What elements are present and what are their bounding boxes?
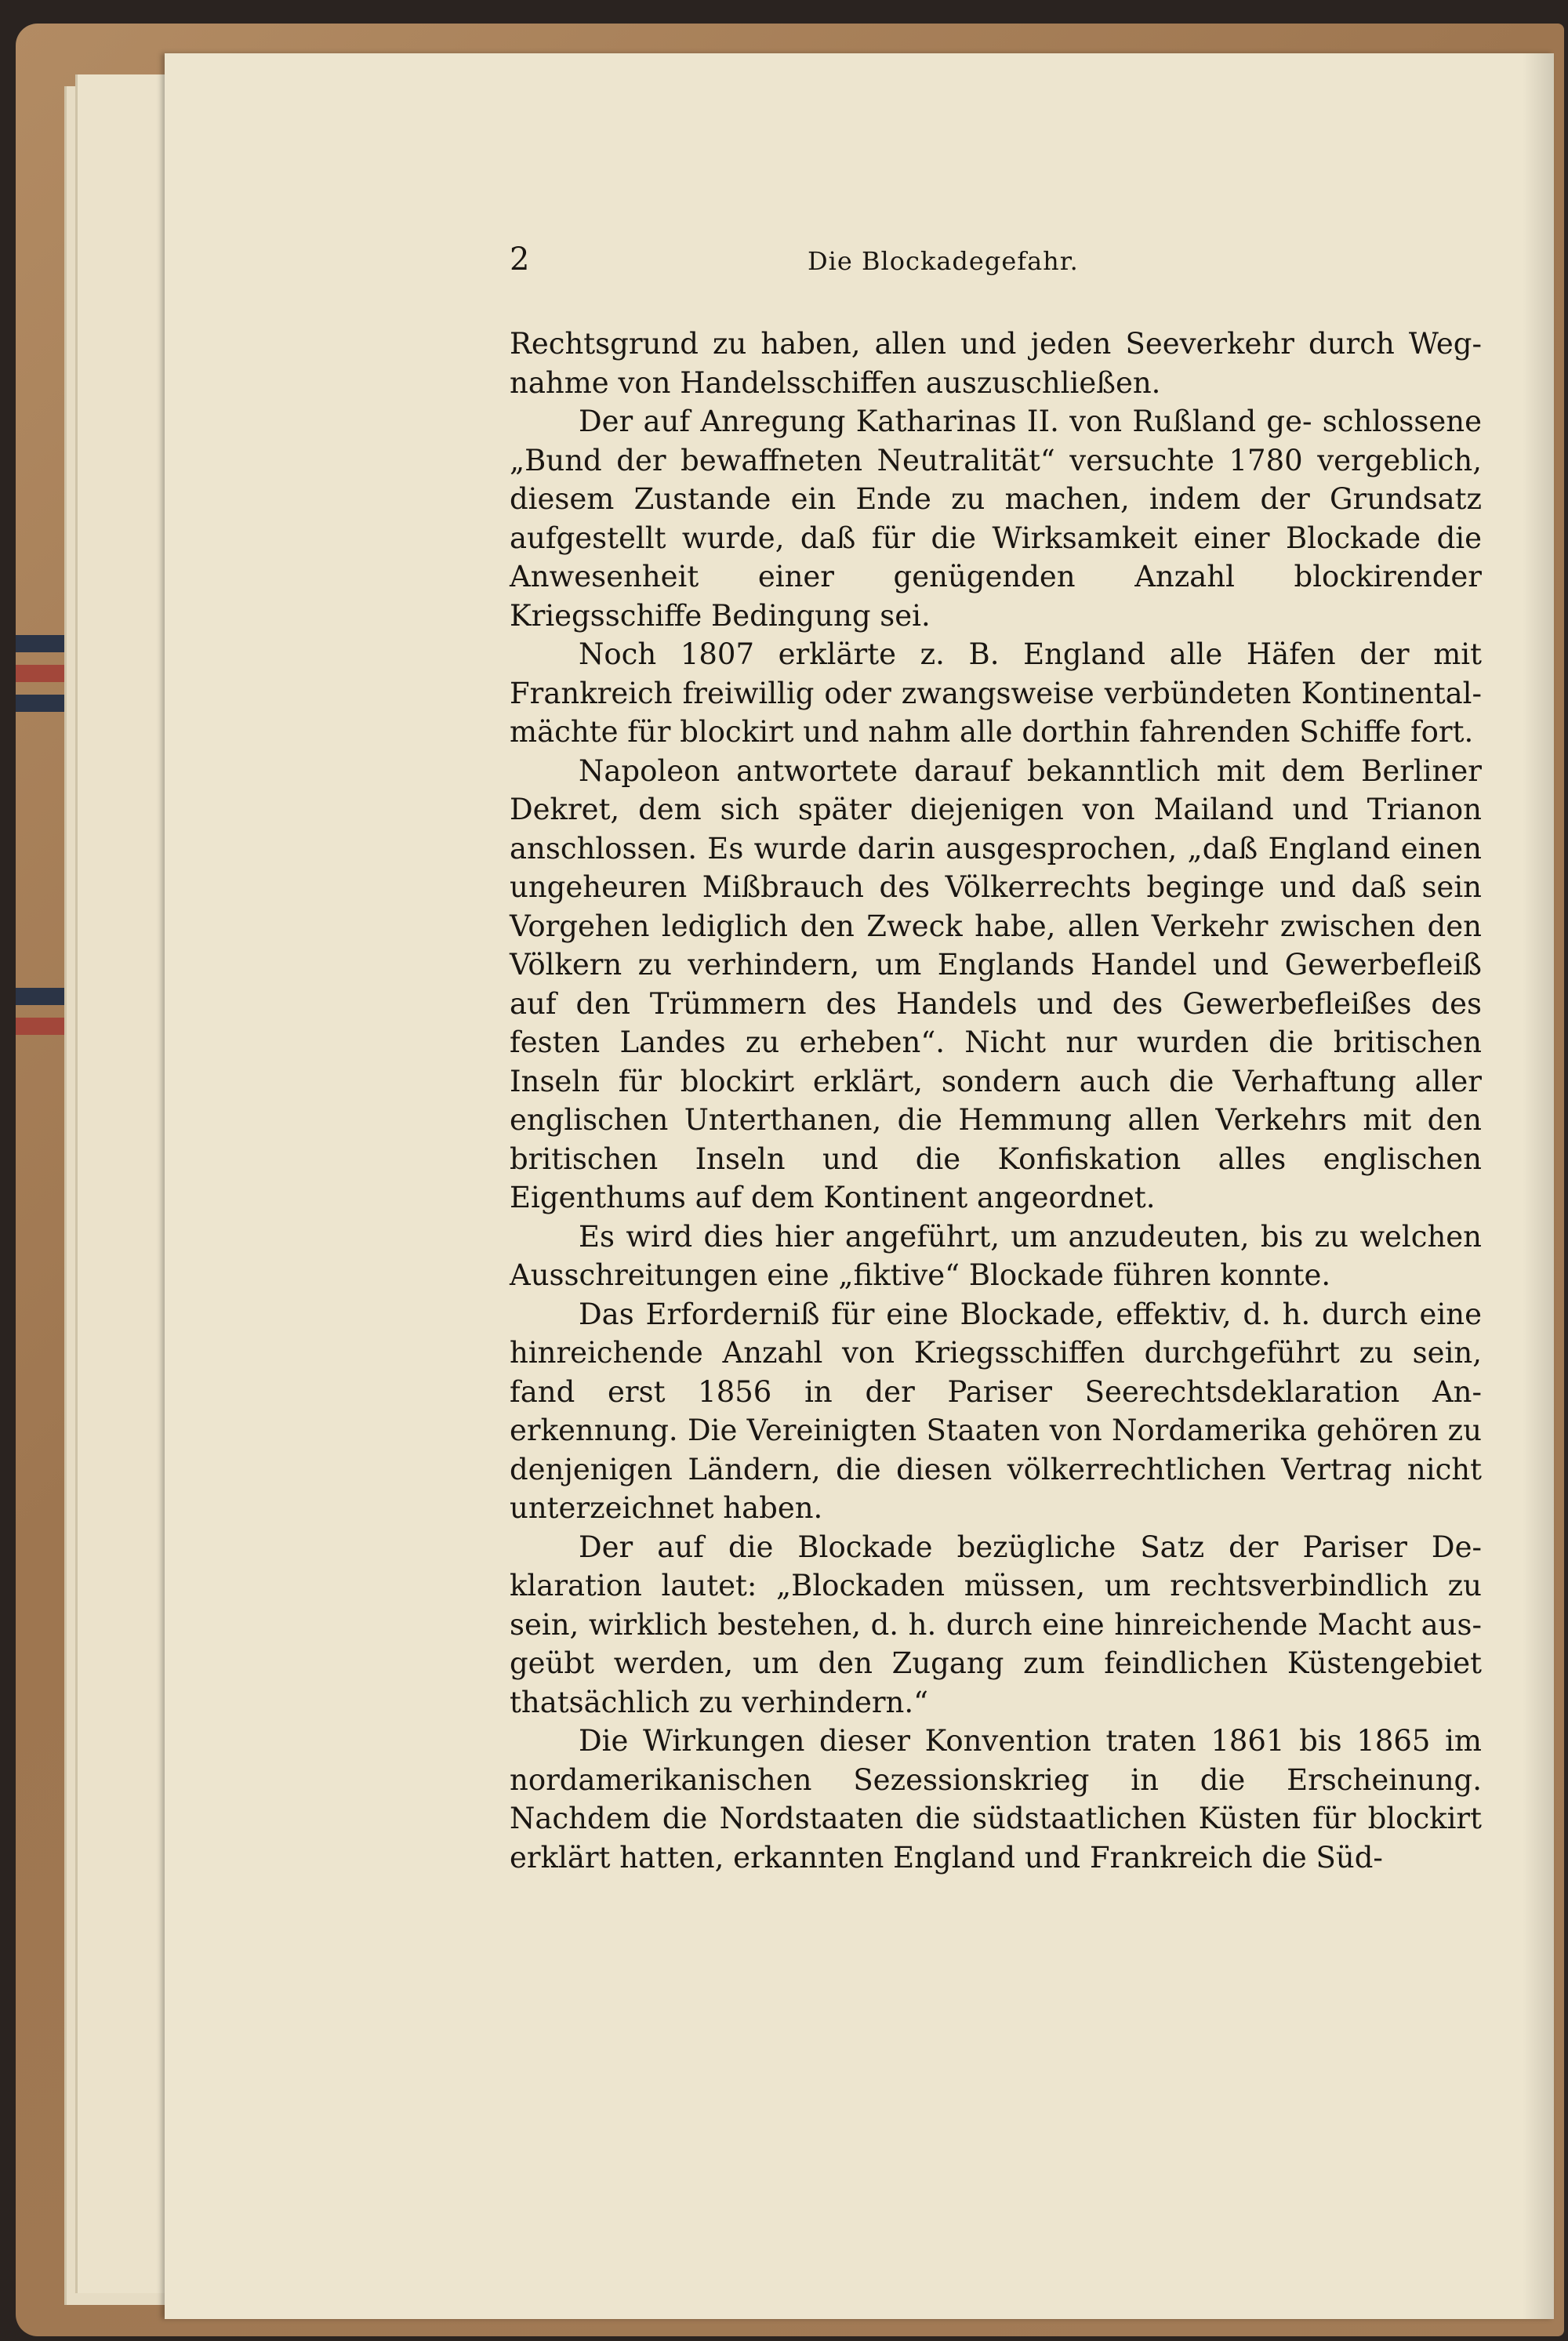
- page-edge-shadow: [1523, 53, 1554, 2319]
- paragraph: Napoleon antwortete darauf bekanntlich mit dem Berliner Dekret, dem sich später diejenigen von Mailand und Trianon anschlossen. Es wurde darin ausgesprochen, „daß England einen ungeheuren Mißbrauch des Völkerrechts beginge und daß sein Vorgehen lediglich den Zweck habe, allen Verkehr zwischen den Völkern zu verhindern, um Englands Handel und Gewerbefleiß auf den Trümmern des Handels und des Gewerbefleißes des festen Landes zu erheben“. Nicht nur wurden die britischen Inseln für blockirt erklärt, sondern auch die Verhaftung aller englischen Unterthanen, die Hemmung allen Verkehrs mit den britischen Inseln und die Konfiskation alles englischen Eigenthums auf dem Kontinent angeordnet.: [510, 753, 1482, 1214]
- paragraph: Noch 1807 erklärte z. B. England alle Häfen der mit Frankreich freiwillig oder zwangsweise verbündeten Kontinental- mächte für blockirt und nahm alle dorthin fahrenden Schiffe fort.: [510, 637, 1482, 749]
- book-page: [165, 53, 1554, 2319]
- running-head: [510, 241, 1482, 289]
- paragraph: Rechtsgrund zu haben, allen und jeden Seeverkehr durch Weg- nahme von Handelsschiffen auszuschließen.: [510, 327, 1482, 400]
- paragraph: Das Erforderniß für eine Blockade, effektiv, d. h. durch eine hinreichende Anzahl von Kriegsschiffen durchgeführt zu sein, fand erst 1856 in der Pariser Seerechtsdeklaration An- erkennung. Die Vereinigten Staaten von Nordamerika gehören zu denjenigen Ländern, die diesen völkerrechtlichen Vertrag nicht unterzeichnet haben.: [510, 1297, 1482, 1525]
- page-number: 2: [510, 241, 530, 278]
- page-content: [510, 241, 1482, 1877]
- paragraph: Die Wirkungen dieser Konvention traten 1861 bis 1865 im nordamerikanischen Sezessionskrieg in die Erscheinung. Nachdem die Nordstaaten die südstaatlichen Küsten für blockirt erklärt hatten, erkannten England und Frankreich die Süd-: [510, 1724, 1482, 1875]
- paragraph: Es wird dies hier angeführt, um anzudeuten, bis zu welchen Ausschreitungen eine „fiktive“ Blockade führen konnte.: [510, 1219, 1482, 1292]
- body-text: [510, 325, 1482, 1877]
- paragraph: Der auf die Blockade bezügliche Satz der Pariser De- klaration lautet: „Blockaden müssen, um rechtsverbindlich zu sein, wirklich bestehen, d. h. durch eine hinreichende Macht aus- geübt werden, um den Zugang zum feindlichen Küstengebiet thatsächlich zu verhindern.“: [510, 1530, 1482, 1719]
- running-title: Die Blockadegefahr.: [808, 246, 1079, 276]
- paragraph: Der auf Anregung Katharinas II. von Rußland ge- schlossene „Bund der bewaffneten Neutralität“ versuchte 1780 vergeblich, diesem Zustande ein Ende zu machen, indem der Grundsatz aufgestellt wurde, daß für die Wirksamkeit einer Blockade die Anwesenheit einer genügenden Anzahl blockirender Kriegsschiffe Bedingung sei.: [510, 405, 1482, 633]
